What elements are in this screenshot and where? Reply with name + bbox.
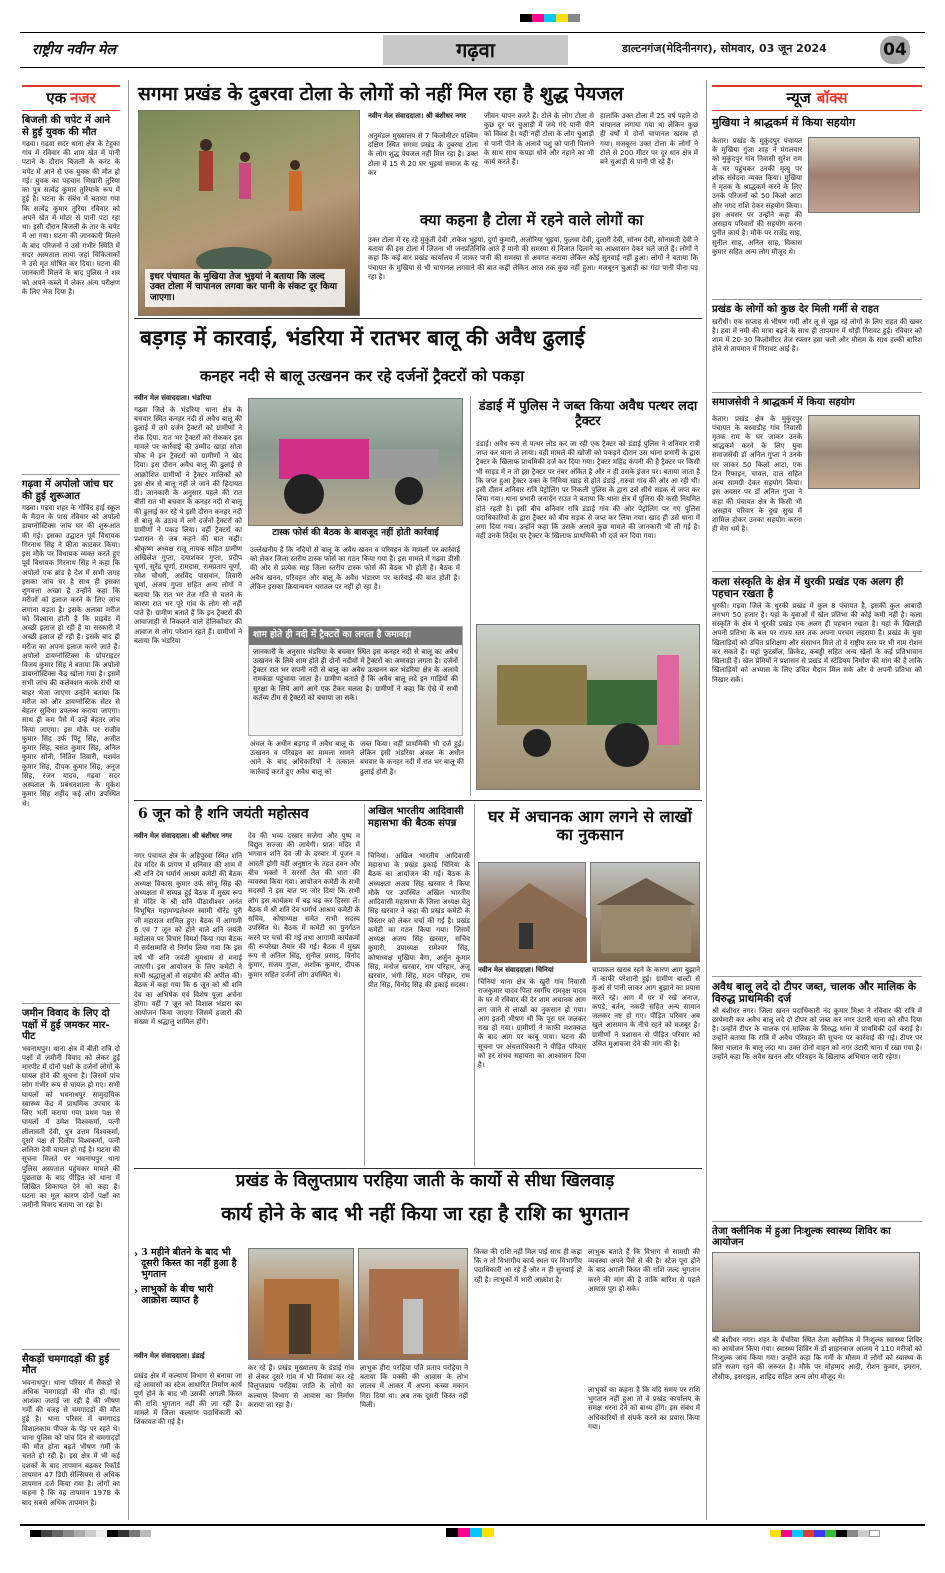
sand-column-1: गढ़वा जिले के भंडरिया थाना क्षेत्र के बचवार स्थित कनहर नदी से अवैध बालू की ढुलाई में लगे दर्जन ट्रैक्टरों को ग्रामीणों ने रोक दिया. रात भर ट्रैक्टरों को रोककर इस मामले पर कार्रवाई की उम्मीद खाड़ा सोता चौक में इन ट्रैक्टरों को ग्रामीणों ने खेद दिया। इस दौरान अवैध बालू की ढुलाई से आक्रोशित ग्रामीणों ने ट्रैक्टर मालिकों को इस क्षेत्र से बालू नहीं ले जाने की हिदायत दी। जानकारी के अनुसार पहले की रात बीती रात भी बचवार के कनहर नदी से बालू की ढुलाई कर रहे थे इसी दौरान कनहर नदी से बालू के उठाव में लगे दर्जनों ट्रैक्टरों को ग्रामीणों ने पकड़ लिया। वहीं ट्रैक्टरों का प्रशासन से जब कहने की बात कहीं। श्रीकृष्ण अध्यक्ष राजू नायक सहित ग्रामीण अखिलेश गुप्ता, दयाशंकर गुप्ता, प्रदीप चूर्णा, सुरेंद्र चूर्णा, रामदास, रामप्रताप चूर्णा, रमेश चौधरी, अरविंद पासवान, तिवारी चूर्णा, अजय गुप्ता सहित अन्य लोगों ने बताया कि रात भर तेज गति से चलने के कारण रात भर पूरे गांव के लोग सो नहीं पाते हैं। ग्रामीण बताते हैं कि इन ट्रैक्टरों की आवाजाही से निकलने वाले हेलिकॉप्टर की आवाज से लोग परेशान रहते हैं। ग्रामीणों ने बताया कि भंडरिया xyxy=(134,406,242,645)
sand-column-3: अंचल के अधीन बड़गड़ में अवैध बालू के उत्खनन व परिवहन का मामला सामने आने के बाद अधिकारियों ने तत्काल कार्रवाई करते हुए अवैध बालू को xyxy=(250,740,354,776)
dandai-body: डंडाई। अवैध रूप से पत्थर लोड कर जा रही एक ट्रैक्टर को डंडाई पुलिस ने शनिवार रात्री जप्त कर थाना ले लाया। वहीं मामले की खोजी को पकड़ने दौरान उस थाना प्रभारी के द्वारा ट्रैक्टर के खिलाफ प्राथमिकी दर्ज कर दिया गया। ट्रैक्टर महिंद्र कंपनी की है ट्रैक्टर पर किसी भी साइड में न तो इस ट्रैक्टर पर नंबर अंकित है और न ही उसके इंजन पर। बताया जाता है कि जप्त हुआ ट्रैक्टर उक्त के निमिया खाड़ से होते डंडाई ,रारुवा गांव की ओर आ रही थी। इसी दौरान शनिवार रात्रि पेट्रोलिंग पर निकली पुलिस के द्वारा उसे सीधे सड़क से जप्त कर लिया गया। थाना प्रभारी जनार्दन राउत ने बताया कि थाना क्षेत्र में पुलिस की कसी नियमित होते रहती है। इसी बीच शनिवार रात्रि डंडाई गांव की ओर पेट्रोलिंग पर गए पुलिस पदाधिकारियों के द्वारा ट्रैक्टर को बीच सड़क से जप्त कर लिया गया। खाद ही उसे थाना में लगा दिया गया। उन्होंने कहा कि उसके अलावे कुछ मामले की जानकारी भी ली गई है। वहीं उनके निर्देश पर ट्रैक्टर के खिलाफ प्राथमिकी भी दर्ज कर दिया गया। xyxy=(476,440,700,541)
bullet-arrow-icon: › xyxy=(134,1249,139,1260)
news-box-label: न्यूज बॉक्स xyxy=(712,85,922,111)
parhiya-column-4: किस्त की राशि नहीं मिल पाई साथ ही कहा कि न तो विभागीय कार्य स्थल पर विभागीय पदाधिकारी आ रहे हैं और न ही सुनवाई हो रही है। लाभुकों में भारी आक्रोश है। xyxy=(474,1248,582,1284)
news-box-item: प्रखंड के लोगों को कुछ देर मिली गर्मी से राहत खरौंधी। एक सप्ताह से भीषण गर्मी और लू से जूझ रहे लोगों के लिए राहत की खबर है। हवा में नमी की मात्रा बढ़ने के साथ ही तापमान में थोड़ी गिरावट हुई। रविवार को शाम में 20-30 किलोमीटर तेज रफ्तार हवा चली और मौसम के साथ हल्की बारिश होने से तापमान में गिरावट आई है। xyxy=(712,304,922,354)
parhiya-subheadline: कार्य होने के बाद भी नहीं किया जा रहा है राशि का भुगतान xyxy=(221,1203,629,1225)
sand-box-head: शाम होते ही नदी में ट्रैक्टरों का लगता है जमावड़ा xyxy=(249,627,462,645)
fire-byline: नवीन मेल संवाददाता। चिनियां xyxy=(478,966,554,974)
fire-headline: घर में अचानक आग लगने से लाखों का नुकसान xyxy=(488,807,692,845)
news-box-item: कला संस्कृति के क्षेत्र में धुरकी प्रखंड एक अलग ही पहचान रखता है धुरकी। गढ़वा जिले के धुरकी प्रखंड में कुल 8 पंचायत है, इसकी कुल आबादी लगभग 50 हजार है। यहां के युवाओं में खेल प्रतिभा की कोई कमी नहीं है। कला संस्कृति के क्षेत्र में धुरकी प्रखंड एक अलग ही पहचान रखता है। यहां के खिलाड़ी अपनी प्रतिभा के बल पर राज्य स्तर तक अपना परचम लहराया है। प्रखंड के युवा खिलाड़ियों को उचित प्रशिक्षण और संसाधन मिले तो वे राष्ट्रीय स्तर पर भी नाम रोशन कर सकते हैं। यहां फुटबॉल, क्रिकेट, कबड्डी सहित अन्य खेलों के कई प्रतिभावान खिलाड़ी हैं। खेल प्रेमियों ने प्रशासन से प्रखंड में स्टेडियम निर्माण की मांग की है ताकि खिलाड़ियों को अभ्यास के लिए उचित मैदान मिल सके और वे अपनी प्रतिभा को निखार सकें। xyxy=(712,575,922,684)
parhiya-bullet: › लाभुकों के बीच भारी आक्रोश व्याप्त है xyxy=(134,1283,214,1306)
news-box-item: समाजसेवी ने श्राद्धकर्म में किया सहयोग केतार। प्रखंड क्षेत्र के मुकुंदपुर पंचायत के बरवाडीह गांव निवासी मृतक राम के घर जाकर उनके श्राद्धकर्म करने के लिए युवा समाजसेवी डॉ अनिल गुप्ता ने उनके घर जाकर 50 किलो आटा, एक टिन रिफाइन, चावल, दाल सहित अन्य सामग्री देकर सहयोग किया। इस अवसर पर डॉ अनिल गुप्ता ने कहा की पंचायत क्षेत्र के किसी भी असहाय परिवार के दुख सुख में शामिल होकर उनका सहयोग करना ही मेरा धर्म है। xyxy=(712,397,922,567)
fire-column-2: चापाकल खराब रहने के कारण आग बुझाने में काफी परेशानी हुई। ग्रामीण बाल्टी से कुआं से पानी लाकर आग बुझाने का प्रयास करते रहे। आग में घर में रखे अनाज, कपड़े, बर्तन, नकदी सहित अन्य सामान जलकर नष्ट हो गए। पीड़ित परिवार अब खुले आसमान के नीचे रहने को मजबूर है। ग्रामीणों ने प्रशासन से पीड़ित परिवार को उचित मुआवजा देने की मांग की है। xyxy=(592,966,700,1048)
parhiya-photo-1-image xyxy=(249,1249,355,1361)
fire-photo-1 xyxy=(478,862,586,962)
fire-photo-2-image xyxy=(591,863,701,963)
shani-headline: 6 जून को है शनि जयंती महोत्सव xyxy=(138,806,309,822)
dateline: डाल्टनगंज(मेदिनीनगर), सोमवार, 03 जून 2024 xyxy=(622,42,827,55)
ek-najar-item: गढ़वा में अपोलो जांच घर की हुई शुरूआत गढ़वा। गढ़वा शहर के गोविंद हाई स्कूल के मैदान के पास रविवार को अपोलो डायग्नोस्टिक्स जांच घर की शुरूआत की गई। इसका उद्घाटन पूर्व विधायक गिरनाथ सिंह ने फीता काटकर किया। इस मौके पर विधायक व्यक्त करते हुए पूर्व विधायक गिरनाथ सिंह ने कहा कि अपोलो एक ब्रांड है देश में सभी जगह इसका जांच घर है साथ ही इसका शुगवत्ता अच्छा है उन्होंने कहा कि मरीजों को इलाज करने के लिए जांच लगाना पड़ता है। इसके अलावा मरीज को विश्वास होती है कि प्राइवेट में अच्छी इलाज हो रही है या सरकारी में अच्छी इलाज हो रही है। इसके बाद ही मरीज का अपना इलाज करने जाते हैं। अपोलो डायग्नोस्टिक्स के प्रोपराइटर विजय कुमार सिंह ने बताया कि अपोलो डायग्नोस्टिक्स केंद्र खोला गया है। इसमें सभी जांच की कलेक्शन करके रांची या बाहर भेजा जाएगा उन्होंने बताया कि मरीज को और डायग्नोस्टिक सेंटर से बेहतर सुविधा उपलब्ध कराया जाएगा। साथ ही कम पैसे में उन्हें बेहतर जांच किया जाएगा। इस मौके पर राजीव कुमार सिंह उर्फ पिंटू सिंह, अजीत कुमार सिंह, बसंत कुमार सिंह, अनिल कुमार सोनी, नितिन तिवारी, यशवंत कुमार सिंह, दीपक कुमार सिंह, अनुज सिंह, रंजन यादव, गढ़वा सदर अस्पताल के प्रबंधनशाला के मुकेश कुमार सिंह शहीद कई लोग उपस्थित थे। xyxy=(22,479,120,808)
lead-sub-body: उक्त टोला में रह रहे मुकुंती देवी ,राकेश भुइयां, दुर्गा कुमारी, अजोरिया भुइयां, फुलवा देवी, दुलारी देवी, सोनम देवी, सोनामती देवी ने बताया की इस टोला में जितना भी जनप्रतिनिधि आते हैं पानी की समस्या से निजात दिलाने का आश्वासन देकर चले जाते हैं। लोगों ने कहा कि कई बार प्रखंड कार्यालय में जाकर पानी की समस्या से अवगत कराया लेकिन कोई सुनवाई नहीं हुआ। लोगों ने बताया कि पंचायत के मुखिया से भी चापानल लगवाने की बात कहीं लेकिन आज तक कुछ नहीं हुआ। मजबूरन चुआड़ी का गंदा पानी पीना पड़ रहा है। xyxy=(368,236,698,281)
adivasi-headline: अखिल भारतीय आदिवासी महासभा की बैठक संपन्न xyxy=(368,806,464,829)
parhiya-column-1: प्रखंड क्षेत्र में कल्याण विभाग से बनाया जा रहे आवासों का स्टेज आधारित निर्माण कार्य पूर्ण होने के बाद भी उसकी अगली किस्त की राशि भुगतान नहीं की जा रही है। मामले में जिला कल्याण पदाधिकारी को शिकायत की गई है। xyxy=(134,1372,242,1427)
sand-subheadline: कनहर नदी से बालू उत्खनन कर रहे दर्जनों ट्रैक्टरों को पकड़ा xyxy=(200,367,525,385)
parhiya-byline: नवीन मेल संवाददाता। डंडाई xyxy=(134,1352,205,1360)
lead-byline: नवीन मेल संवाददाता। श्री बंशीधर नगर xyxy=(368,112,466,120)
samajsevi-photo xyxy=(808,415,920,489)
tractor-photo-2 xyxy=(476,624,700,790)
parhiya-headline: प्रखंड के विलुप्तप्राय परहिया जाती के कार्यो से सीधा खिलवाड़ xyxy=(235,1171,615,1191)
parhiya-column-2: कर रहे हैं। प्रखंड मुख्यालय के डंडाई गांव से लेकर दूसरे गांव में भी निवास कर रहे विलुप्तप्राय परहिया जाति के लोगों का कल्याण विभाग से आवास का निर्माण कराया जा रहा है। xyxy=(248,1364,354,1409)
dandai-headline: डंडाई में पुलिस ने जब्त किया अवैध पत्थर लदा ट्रैक्टर xyxy=(478,399,698,429)
shani-column-2: देव की भव्य दरबार सजेगा और पुष्प व विद्युत सज्जा की जायेगी। प्रातः मंदिर में भगवान शनि देव जी के दरबार में पूजन व आरती होगी वहीं अनुष्ठान के तहत हवन और बीच भक्तो ने सरसों तेल की धारा की व्यवस्था किया गया। आयोजन कमेटी के सभी सदस्यों ने इस बात पर जोर दिया कि सभी लोग इस कार्यक्रम में बढ़ चढ़ कर हिस्सा लें। बैठक में श्री शनि देव धर्मार्थ आश्रम कमेटी के सचिव, कोषाध्यक्ष समेत सभी सदस्य उपस्थित थे। बैठक में कमेटी का पुनर्गठन करने पर चर्चा की गई तथा आगामी कार्यक्रमों की रूपरेखा तैयार की गई। बैठक में मुख्य रूप से अनिल सिंह, सुनील प्रसाद, विनोद कुमार, संजय गुप्ता, अशोक कुमार, दीपक कुमार सहित दर्जनों लोग उपस्थित थे। xyxy=(248,832,360,979)
parhiya-photo-1 xyxy=(248,1248,354,1360)
news-box-column xyxy=(712,85,922,1520)
bullet-arrow-icon: › xyxy=(134,1285,139,1297)
news-box-item: अवैध बालू लदे दो टीपर जब्त, चालक और मालिक के विरुद्ध प्राथमिकी दर्ज श्री बंशीधर नगर। जिला खनन पदाधिकारी नंद कुमार मिश्रा ने रविवार की रात्रि में छापेमारी कर अवैध बालू लदे दो टीपर को जब्त कर नगर उंटारी थाना को सौंप दिया है। उन्होंने टीपर के चालक एवं मालिक के विरुद्ध थाना में प्राथमिकी दर्ज कराई है। उन्होंने बताया कि रात्रि में अवैध परिवहन की सूचना पर कार्रवाई की गई। टीपर पर बिना चालान के बालू लदा था। उक्त दोनों वाहन को नगर उंटारी थाना में रखा गया है। उन्होंने कहा कि अवैध खनन और परिवहन के खिलाफ अभियान जारी रहेगा। xyxy=(712,980,922,1061)
ek-najar-column xyxy=(22,85,120,1520)
registration-marks-bottom-left xyxy=(30,1530,151,1537)
parhiya-bullets xyxy=(134,1248,242,1307)
lead-column-3: हालांकि उक्त टोला में 25 वर्ष पहले दो चापानल लगाया गया था लेकिन कुछ ही वर्षों में दोनों चापानल खराब हो गया। मजबूरन उक्त टोला के लोगों ने टोले से 200 मीटर पर दूर धान क्षेत्र में बने चुआड़ी से पानी पी रहे हैं। xyxy=(600,112,698,167)
sand-headline: बड़गड़ में कारवाई, भंडरिया में रातभर बालू की अवैध ढुलाई xyxy=(140,325,585,350)
lead-column-2: जीवन यापन करते हैं। टोले के लोग टोला से कुछ दूर पर चुआड़ी में जमे गंदे पानी पीने को विवश है। यही नहीं टोला के लोग चुआड़ी से पानी पीने के अलावे पशु को पानी पिलाने के साथ साथ कपड़ा धोने और नहाने का भी कार्य करते हैं। xyxy=(484,112,594,167)
sand-column-4: जब्त किया। वहीं प्राथमिकी भी दर्ज हुई। लेकिन इसी भंडरिया अंचल के अधीन बचवार के कनहर नदी में रात भर बालू की ढुलाई होती है। xyxy=(360,740,464,776)
registration-marks-bottom-center xyxy=(446,1528,494,1537)
lead-subheadline: क्या कहना है टोला में रहने वाले लोगों का xyxy=(420,211,644,229)
tractor-photo-1-caption: टास्क फोर्स की बैठक के बावजूद नहीं होती कार्रवाई xyxy=(272,528,439,538)
parhiya-column-6: लाभुकों का कहना है कि यदि समय पर राशि भुगतान नहीं हुआ तो वे प्रखंड कार्यालय के समक्ष धरना देने को बाध्य होंगे। इस संबंध में अधिकारियों से संपर्क करने का प्रयास किया गया। xyxy=(588,1386,700,1431)
sand-byline: नवीन मेल संवाददाता। भंडरिया xyxy=(134,394,212,402)
tractor-photo-2-image xyxy=(477,625,701,791)
tractor-photo-1 xyxy=(248,398,463,526)
parhiya-photo-2-image xyxy=(359,1249,469,1361)
ek-najar-item: सैकड़ों चमगादड़ों की हुई मौत भवनाथपुर। थाना परिसर में सैकड़ों से अधिक चमगादड़ों की मौत हो गई। आशंका जताई जा रही है की भीषण गर्मी की वजह से चमगादड़ों की मौत हुई है। थाना परिसर में चमगादड़ विशालकाय पीपल के पेड़ पर रहते थे। थाना पुलिस को पांच दिन से चमगादड़ों की मौत होना बढ़ते भीषण गर्मी के चलते हो रही है। इस क्षेत्र में भी कई दशकों के बाद तापमान बढ़कर रिकॉर्ड तापमान 47 डिग्री सेल्सियस से अधिक तापमान दर्ज किया गया है। लोगों का कहना है कि वह तापमान 1978 के बाद सबसे अधिक तापमान है। xyxy=(22,1353,120,1507)
paper-logo: राष्ट्रीय नवीन मेल xyxy=(32,42,116,58)
fire-photo-2 xyxy=(590,862,700,962)
news-box-item: मुखिया ने श्राद्धकर्म में किया सहयोग केतार। प्रखंड के मुकुंदपुर पंचायत के मुखिया गुंजा शाह ने मंगलवार को मुकुंदपुर गांव निवासी सुरेश राम के घर पहुंचकर उनकी मृत्यु पर शोक संवेदना व्यक्त किया। मुखिया ने मृतक के श्राद्धकर्म करने के लिए उनके परिजनों को 50 किलो आटा और नगद राशि देकर सहयोग किया। इस अवसर पर उन्होंने कहा की असहाय परिवारों की सहयोग करना पुनीत कार्य है। मौके पर राजेंद्र साह, सुनील साह, अनिल साह, विकास कुमार सहित अन्य लोग मौजूद थे। xyxy=(712,117,922,297)
water-photo-caption: इधर पंचायत के मुखिया तेज भुइयां ने बताया कि जल्द उक्त टोला में चापानल लगवा कर पानी के संकट दूर किया जाएगा। xyxy=(145,269,345,307)
adivasi-body: चिनियां। अखिल भारतीय आदिवासी महासभा के प्रखंड इकाई चिनिया के बैठक का आयोजन की गई। बैठक के अध्यक्षता अजय सिंह खरवार ने किया मौके पर उपस्थित अखिल भारतीय आदिवासी महासभा के जिला अध्यक्ष चेतु सिंह खरवार ने कहा की प्रखंड कमेटी के विस्तार को लेकर चर्चा की गई है। प्रखंड कमेटी का गठन किया गया। जिसमें अध्यक्ष अजय सिंह खरवार, सचिव कुमारी, उपाध्यक्ष रामेश्वर सिंह, कोषाध्यक्ष मुखिया बैगा, अर्जुन कुमार सिंह, मनोज खरवार, राम परिहार, अंजू खरवार, भंगी सिंह, मदन परिहार, राम प्रीत सिंह, विनोद सिंह की इकाई सदस्य। xyxy=(368,852,470,990)
ek-najar-item: बिजली की चपेट में आने से हुई युवक की मौत गढ़वा। गढ़वा सदर थाना क्षेत्र के टेहुका गांव में रविवार की शाम खेत में पानी पटाने के दौरान बिजली के करंट के चपेट में आने से एक युवक की मौत हो गई। युवक का पहचान भिखारी तुरिया का पुत्र सत्येंद्र कुमार तुरियाके रूप में हुई है। घटना के संबंध में बताया गया कि सत्येंद्र कुमार तुरिया रविवार को अपने खेत में मोटर से पानी पटा रहा था। इसी दौरान बिजली के तार के चपेट में आ गया। घटना की जानकारी मिलने के बाद परिजनों ने उसे गंभीर स्थिति में सदर अस्पताल लाया जहां चिकित्सकों ने उसे मृत घोषित कर दिया। घटना की जानकारी मिलने के बाद पुलिस ने शव को अपने कब्जे में लेकर अंत्य परीक्षण के लिए भेज दिया है। xyxy=(22,115,120,296)
ek-najar-label: एक नजर xyxy=(22,85,120,111)
shani-column-1: नगर पंचायत क्षेत्र के अहिपुरवा स्थित शनि देव मंदिर के प्रांगण में शनिवार की शाम में श्री शनि देव धर्मार्थ आश्रम कमेटी की बैठक अध्यक्ष विकास कुमार उर्फ सोनू सिंह की अध्यक्षता में सम्पन्न हुई बैठक में मुख्य रूप से मंदिर के श्री शनि पीठाधीश्वर अनंत विभूषित महामण्डलेश्वर स्वामी धीरेंद्र पुरी जी महाराज शामिल हुए। बैठक में आगामी 6 एवं 7 जून को होने वाले शनि जयंती महोत्सव पर विचार विमर्श किया गया बैठक में सर्वसम्मति से निर्णय लिया गया कि इस वर्ष भी शनि जयंती धूमधाम से मनाई जाएगी। इस आयोजन के लिए कमेटी ने सभी श्रद्धालुओं से सहयोग की अपील की। बैठक में कहा गया कि 6 जून को श्री शनि देव का अभिषेक एवं विशेष पूजा अर्चना होगा। वहीं 7 जून को विशाल भंडारा का आयोजन किया जाएगा जिसमें हजारों की संख्या में श्रद्धालु शामिल होंगे। xyxy=(134,852,242,1027)
lead-headline: सगमा प्रखंड के दुबरवा टोला के लोगों को नहीं मिल रहा है शुद्ध पेयजल xyxy=(138,83,624,105)
parhiya-column-3: लाभुक हीरा परहिया पति प्रताप परहिया ने बताया कि पक्की की आवास के लोभ लालच में आकर मैं अपना कच्चा मकान गिरा दिया था। अब तक दूसरी किस्त नहीं मिली। xyxy=(360,1364,468,1409)
tractor-photo-1-image xyxy=(249,399,464,527)
water-photo xyxy=(138,110,360,316)
registration-marks-bottom-right xyxy=(770,1530,880,1537)
registration-marks-top xyxy=(520,14,580,22)
parhiya-column-5: लाभुक बताते हैं कि विभाग से सामग्री की व्यवस्था अपने पैसे से की है। स्टेज पूरा होने के बाद अगली किस्त की राशि जल्द भुगतान करने की मांग की है ताकि बारिश से पहले आवास पूरा हो सके। xyxy=(588,1248,700,1293)
news-box-item: तेजा क्लीनिक में हुआ निःशुल्क स्वास्थ्य शिविर का आयोजन श्री बंशीधर नगर। शहर के पेंचरिया स्थित तेजा क्लीनिक में निःशुल्क स्वास्थ्य शिविर का आयोजन किया गया। स्वास्थ्य शिविर में डॉ शाहनवाज आलम ने 110 मरीजों को निःशुल्क जांच किया गया। उन्होंने कहा कि गर्मी के मौसम में लोगों को स्वास्थ्य के प्रति सजग रहने की जरूरत है। मौके पर मोहम्मद आदी, रोशन कुमार, इमरान, तौसीफ, इसराइल, शाहिद सहित अन्य लोग मौजूद थे। xyxy=(712,1225,922,1381)
clinic-photo xyxy=(712,1252,920,1332)
page-number: 04 xyxy=(880,36,910,64)
shani-byline: नवीन मेल संवाददाता। श्री बंशीधर नगर xyxy=(134,832,232,840)
section-name: गढ़वा xyxy=(383,35,568,65)
lead-column-1: अनुमंडल मुख्यालय से 7 किलोमीटर पश्चिम दक्षिण स्थित सगमा प्रखंड के दुबरवा टोला के लोग शुद्ध पेयजल नहीं मिल रहा है। उक्त टोला में 15 से 20 घर भुइयां समाज के रह कर xyxy=(368,132,478,177)
fire-photo-1-image xyxy=(479,863,587,963)
parhiya-bullet: › 3 महीने बीतने के बाद भी दूसरी किस्त का नहीं हुआ है भुगतान xyxy=(134,1247,237,1280)
fire-column-1: चिनियां थाना क्षेत्र के खुरी गांव निवासी राजकुमार यादव पिता स्वर्गीय रामवृक्ष यादव के घर में रविवार की देर शाम अचानक आग लग जाने से लाखों का नुकसान हो गया। आग इतनी भीषण थी कि पूरा घर जलकर राख हो गया। ग्रामीणों ने काफी मशक्कत के बाद आग पर काबू पाया। घटना की सूचना पर अंचलाधिकारी ने पीड़ित परिवार को हर संभव सहायता का आश्वासन दिया है। xyxy=(478,978,586,1070)
sand-box-body: जानकारी के अनुसार भंडरिया के बचवार स्थित इस कनहर नदी से बालू का अवैध उत्खनन के लिये शाम होते ही दोनों नदीयों में ट्रैक्टरों का जमावड़ा लगता है। दर्जनों ट्रैक्टर रात भर सपनी नदी से बालू का अवैध उत्खनन कर भंडरिया क्षेत्र के अलावे रामकंडा पहुंचाया जाता है। ग्रामीण बताते हैं कि अवैध बालू लदे इन गाड़ियों की सुरक्षा के लिये आगे आगे एक टैंकर चलता है। ग्रामीणों ने कहा कि ऐसे में सभी कर्तव्य टीम से ट्रैक्टरों को बचाया जा सके। xyxy=(253,647,458,702)
masthead xyxy=(20,32,925,68)
parhiya-photo-2 xyxy=(358,1248,468,1360)
mukhiya-photo xyxy=(808,137,920,213)
ek-najar-item: जमीन विवाद के लिए दो पक्षों में हुई जमकर मार-पीट भवनाथपुर। थाना क्षेत्र में बीती रात्रि दो पक्षों में जमीनी विवाद को लेकर हुई मारपीट में दोनों पक्षों के दर्जनों लोगों के घायल होने की सूचना है। जिसमें पांच लोग गंभीर रूप से घायल हो गए। सभी घायलों को भवनाथपुर सामुदायिक स्वास्थ्य केंद्र में प्राथमिक उपचार के लिए भर्ती कराया गया प्रथम पक्ष से घायलों में उमेश विश्वकर्मा, पत्नी लीलावती देवी, पुत्र उत्तम विश्वकर्मा, दूसरे पक्ष से दिलीप विश्वकर्मा, पत्नी ललिता देवी घायल हो गई है। घटना की सूचना मिलते पर भवनाथपुर थाना पुलिस अस्पताल पहुंचकर मामले की पूछताछ के बाद पीड़ित को थाना में लिखित शिकायत देने को कहा है। घटना का मूल कारण दोनों पक्षों का जमीनी विवाद बताया जा रहा है। xyxy=(22,1008,120,1210)
sand-box xyxy=(248,626,463,736)
sand-column-2: उल्लेखनीय है कि नदियों से बालू के अवैध खनन व परिवहन के मामलों पर कार्रवाई को लेकर जिला स्तरीय टास्क फोर्स का गठन किया गया है। इस मामले में गढ़वा डीसी की ओर से प्रत्येक माह जिला स्तरीय टास्क फोर्स की बैठक भी होती है। बैठक में अवैध खनन, परिवहन और बालू के अवैध भंडारण पर कार्रवाई की बात होती है। लेकिन इसका क्रियान्वयन धरातल पर नहीं हो रहा है। xyxy=(250,546,460,591)
